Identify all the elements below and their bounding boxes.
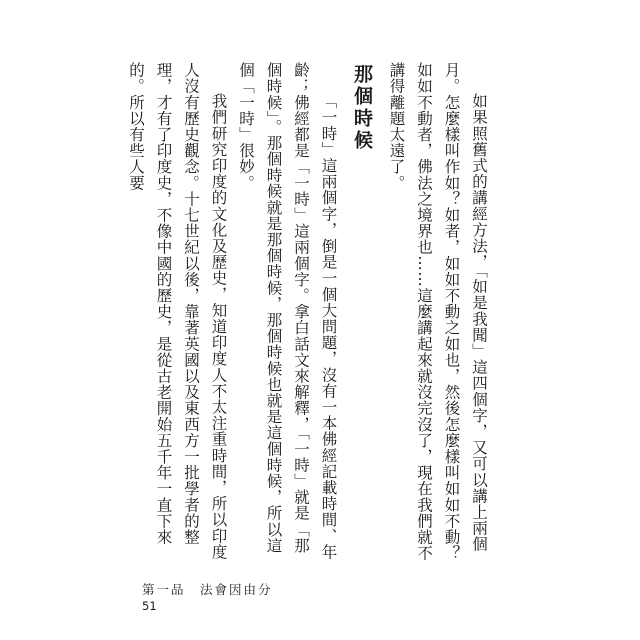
paragraph-yishi: 「一時」這兩個字，倒是一個大問題，沒有一本佛經記載時間、年齡；佛經都是「一時」這兩個字。拿白話文來解釋，「一時」就是「那個時候」。那個時候就是那個時候，那個時候也就是這個時候，所以這個「一時」很妙。 [237,62,338,560]
page-number: 51 [142,599,157,613]
section-heading: 那個時候 [351,64,373,152]
heading-spacer [342,62,348,566]
paragraph-intro: 如果照舊式的講經方法，「如是我聞」這四個字，又可以講上兩個月。怎麼樣叫作如？如者，如如不動之如也，然後怎麼樣叫如如不動？如如不動者，佛法之境界也……這麼講起來就沒完沒了，現在我們就不講得離題太遠了。 [387,62,488,562]
page-footer [142,582,273,614]
vertical-text-body [127,62,492,566]
running-title: 第一品 法會因由分 [142,582,273,597]
paragraph-spacer [375,62,382,566]
paragraph-history: 我們研究印度的文化及歷史，知道印度人不太注重時間，所以印度人沒有歷史觀念。十七世紀以後，靠著英國以及東西方一批學者的整理，才有了印度史，不像中國的歷史，是從古老開始五千年一直下來的。所以有些人要 [127,62,228,560]
